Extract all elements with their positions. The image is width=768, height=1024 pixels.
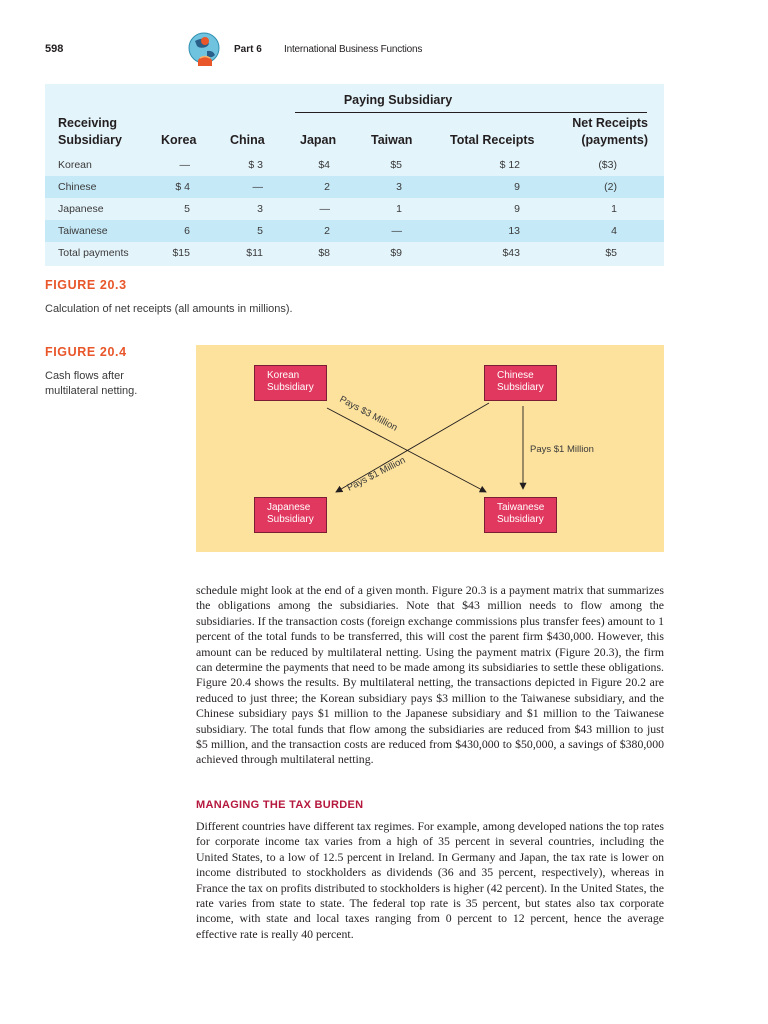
node-japanese-subsidiary: Japanese Subsidiary (254, 497, 327, 533)
cell-total: 9 (514, 181, 520, 193)
table-row (45, 220, 664, 242)
netting-diagram (196, 345, 664, 552)
cell-total: 13 (508, 225, 520, 237)
cell-korea: $ 4 (175, 181, 190, 193)
figure-20-4-caption: Cash flows after multilateral netting. (45, 370, 138, 397)
col-header-china: China (230, 133, 265, 147)
cell-total: 9 (514, 203, 520, 215)
body-paragraph-2: Different countries have different tax regimes. For example, among developed nations the top rates for corporate income tax varies from a high of 35 percent in several countries, including the United States, to a low of 12.5 percent in Ireland. In Germany and Japan, the tax rate is lower on income distributed to stockholders as dividends (36 and 35 percent, respectively), whereas in France the tax on profits distributed to stockholders is higher (42 percent). In the United States, the rate varies from state to state. The federal top rate is 35 percent, but states also tax corporate income, with state and local taxes ranging from 0 percent to 12 percent, hence the average effective rate is really 40 percent. (196, 819, 664, 941)
cell-net: (2) (604, 181, 617, 193)
label-pays-1m-taiwanese: Pays $1 Million (530, 444, 594, 455)
header-rule (295, 112, 647, 113)
row-label: Total payments (58, 247, 129, 259)
table-row-totals (45, 242, 664, 264)
cell-total: $ 12 (499, 159, 520, 171)
cell-taiwan: 3 (396, 181, 402, 193)
payment-matrix-table (45, 84, 664, 266)
cell-japan: — (319, 203, 330, 215)
figure-20-3-label: FIGURE 20.3 (45, 278, 127, 292)
cell-china: — (252, 181, 263, 193)
col-header-korea: Korea (161, 133, 197, 147)
cell-taiwan: — (391, 225, 402, 237)
section-heading: MANAGING THE TAX BURDEN (196, 799, 364, 811)
row-label: Chinese (58, 181, 97, 193)
row-label: Japanese (58, 203, 104, 215)
cell-china: 3 (257, 203, 263, 215)
col-header-receiving: Receiving Subsidiary (58, 116, 122, 147)
cell-korea: $15 (172, 247, 190, 259)
globe-person-icon (187, 28, 223, 70)
cell-korea: — (179, 159, 190, 171)
cell-taiwan: $5 (390, 159, 402, 171)
figure-20-3-caption: Calculation of net receipts (all amounts in millions). (45, 303, 293, 315)
col-header-taiwan: Taiwan (371, 133, 413, 147)
row-label: Taiwanese (58, 225, 108, 237)
table-row (45, 154, 664, 176)
cell-china: $ 3 (248, 159, 263, 171)
cell-taiwan: 1 (396, 203, 402, 215)
node-chinese-subsidiary: Chinese Subsidiary (484, 365, 557, 401)
table-row (45, 176, 664, 198)
cell-total: $43 (502, 247, 520, 259)
part-label: Part 6 (234, 44, 262, 55)
cell-net: 4 (611, 225, 617, 237)
label-pays-3m: Pays $3 Million (337, 393, 400, 434)
row-label: Korean (58, 159, 92, 171)
part-title: International Business Functions (284, 44, 423, 55)
cell-japan: $4 (318, 159, 330, 171)
col-header-total-receipts: Total Receipts (450, 133, 535, 147)
col-header-japan: Japan (300, 133, 337, 147)
arrow-korean-to-taiwanese (327, 408, 486, 492)
cell-japan: $8 (318, 247, 330, 259)
figure-20-4-label: FIGURE 20.4 (45, 345, 127, 359)
cell-japan: 2 (324, 225, 330, 237)
body-paragraph-1: schedule might look at the end of a given month. Figure 20.3 is a payment matrix that summarizes the obligations among the subsidiaries. Note that $43 million needs to flow among the subsidiaries. If the transaction costs (foreign exchange commissions plus transfer fees) amount to 1 percent of the total funds to be transferred, this will cost the parent firm $430,000. However, this amount can be reduced by multilateral netting. Using the payment matrix (Figure 20.3), the firm can determine the payments that need to be made among its subsidiaries to settle these obligations. Figure 20.4 shows the results. By multilateral netting, the transactions depicted in Figure 20.2 are reduced to just three; the Korean subsidiary pays $3 million to the Taiwanese subsidiary, and the Chinese subsidiary pays $1 million to the Japanese subsidiary and $1 million to the Taiwanese subsidiary. The total funds that flow among the subsidiaries are reduced from $43 million to just $5 million, and the transaction costs are reduced from $430,000 to $50,000, a savings of $380,000 achieved through multilateral netting. (196, 583, 664, 767)
page-number: 598 (45, 43, 64, 55)
cell-net: 1 (611, 203, 617, 215)
node-taiwanese-subsidiary: Taiwanese Subsidiary (484, 497, 557, 533)
col-header-net: Net Receipts (payments) (572, 116, 648, 147)
cell-net: $5 (605, 247, 617, 259)
cell-net: ($3) (598, 159, 617, 171)
cell-taiwan: $9 (390, 247, 402, 259)
node-korean-subsidiary: Korean Subsidiary (254, 365, 327, 401)
cell-china: 5 (257, 225, 263, 237)
cell-china: $11 (246, 247, 263, 259)
paying-subsidiary-header: Paying Subsidiary (343, 93, 453, 107)
label-pays-1m-japanese: Pays $1 Million (345, 454, 408, 494)
cell-korea: 6 (184, 225, 190, 237)
cell-korea: 5 (184, 203, 190, 215)
cell-japan: 2 (324, 181, 330, 193)
table-row (45, 198, 664, 220)
